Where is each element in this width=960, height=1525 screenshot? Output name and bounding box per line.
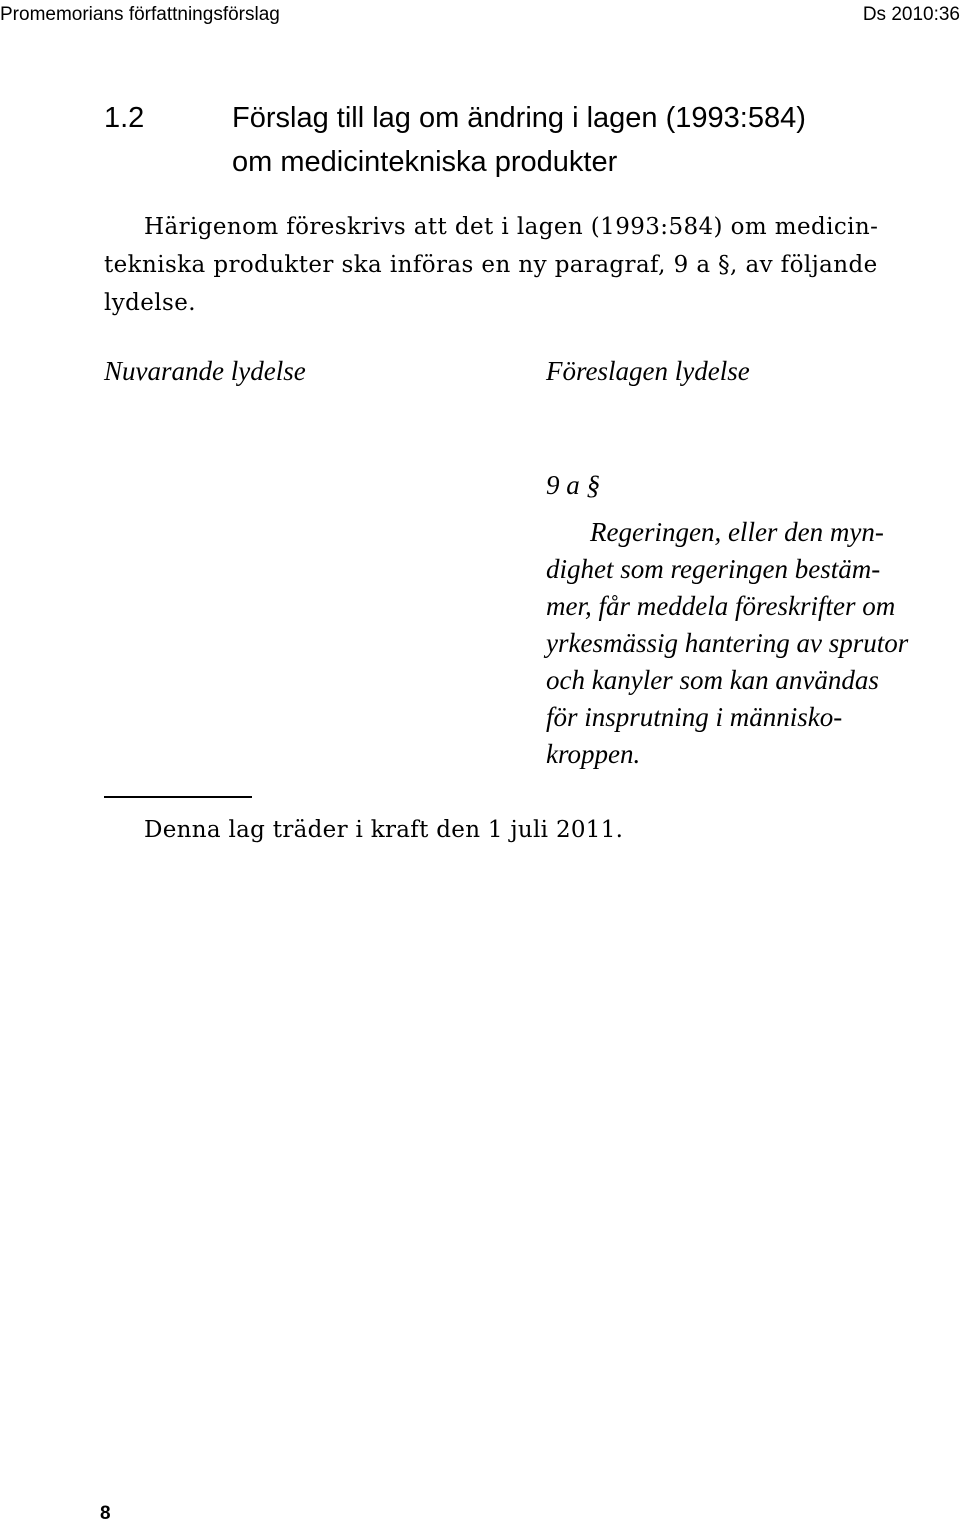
column-heading-proposed: Föreslagen lydelse: [546, 356, 750, 386]
proposed-line: kroppen.: [546, 739, 641, 769]
proposed-line: dighet som regeringen bestäm-: [546, 554, 881, 584]
column-heading-current: Nuvarande lydelse: [104, 356, 306, 386]
paragraph-number: 9 a §: [546, 470, 600, 500]
section-title: [232, 96, 952, 184]
proposed-line: mer, får meddela föreskrifter om: [546, 591, 896, 621]
proposed-line: Regeringen, eller den myn-: [590, 517, 884, 547]
intro-line: lydelse.: [104, 290, 196, 316]
proposed-line: yrkesmässig hantering av sprutor: [546, 628, 909, 658]
proposed-line: för insprutning i människo-: [546, 702, 843, 732]
proposed-paragraph: [546, 514, 960, 773]
section-title-line: om medicintekniska produkter: [232, 146, 618, 178]
section-number: 1.2: [104, 102, 145, 134]
intro-line: Härigenom föreskrivs att det i lagen (1993:584) om medicin-: [144, 214, 879, 240]
section-title-line: Förslag till lag om ändring i lagen (1993:584): [232, 102, 806, 134]
page-number: 8: [100, 1503, 111, 1524]
proposed-line: och kanyler som kan användas: [546, 665, 879, 695]
header-document-section: Promemorians författningsförslag: [0, 4, 280, 25]
header-document-id: Ds 2010:36: [862, 4, 960, 25]
proposed-text: [546, 467, 960, 773]
intro-paragraph: [104, 208, 960, 322]
intro-line: tekniska produkter ska införas en ny paragraf, 9 a §, av följande: [104, 252, 878, 278]
entry-into-force-text: Denna lag träder i kraft den 1 juli 2011.: [144, 817, 624, 843]
section-divider-rule: [104, 796, 252, 798]
page-header: [0, 2, 960, 30]
